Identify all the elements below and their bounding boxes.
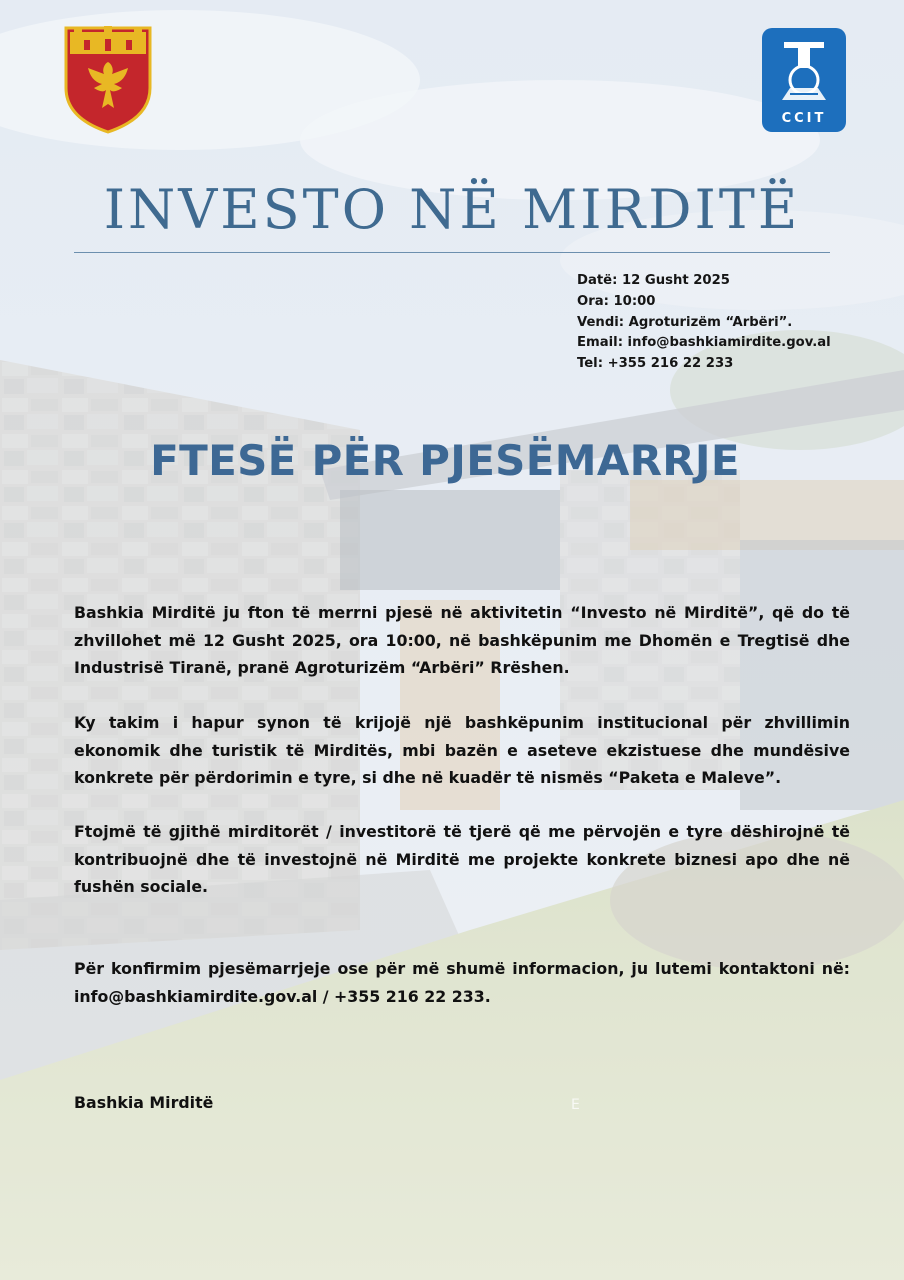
purpose-paragraph: Ky takim i hapur synon të krijojë një bashkëpunim institucional për zhvillimin ekonomik dhe turistik të Mirditës, mbi bazën e aseteve ekzistuese dhe mundësive konkrete për përdorimin e tyre, si dhe në kuadër të nismës “Paketa e Maleve”. (74, 713, 850, 787)
faint-mark: E (571, 1097, 580, 1113)
title-divider (74, 252, 830, 253)
event-details (577, 271, 897, 375)
ccit-logo (762, 28, 846, 132)
event-venue: Vendi: Agroturizëm “Arbëri”. (577, 314, 793, 330)
event-phone: Tel: +355 216 22 233 (577, 356, 734, 372)
contact-paragraph: Për konfirmim pjesëmarrjeje ose për më shumë informacion, ju lutemi kontaktoni në: info@bashkiamirdite.gov.al / +355 216 22 233. (74, 959, 850, 1006)
mirdite-coat-of-arms-logo (64, 26, 152, 134)
event-time: Ora: 10:00 (577, 293, 656, 309)
invitation-paragraph: Bashkia Mirditë ju fton të merrni pjesë në aktivitetin “Investo në Mirditë”, që do të zhvillohet më 12 Gusht 2025, ora 10:00, në bashkëpunim me Dhomën e Tregtisë dhe Industrisë Tiranë, pranë Agroturizëm “Arbëri” Rrëshen. (74, 603, 850, 677)
ccit-logo-text: CCIT (781, 111, 827, 126)
event-email: Email: info@bashkiamirdite.gov.al (577, 335, 831, 351)
invitation-heading: FTESË PËR PJESËMARRJE (150, 436, 740, 485)
signature: Bashkia Mirditë (74, 1093, 214, 1112)
page-title: INVESTO NË MIRDITË (103, 178, 801, 241)
event-date: Datë: 12 Gusht 2025 (577, 273, 730, 288)
call-to-invest-paragraph: Ftojmë të gjithë mirditorët / investitorë të tjerë që me përvojën e tyre dëshirojnë të kontribuojnë dhe të investojnë në Mirditë me projekte konkrete biznesi apo dhe në fushën sociale. (74, 822, 850, 896)
